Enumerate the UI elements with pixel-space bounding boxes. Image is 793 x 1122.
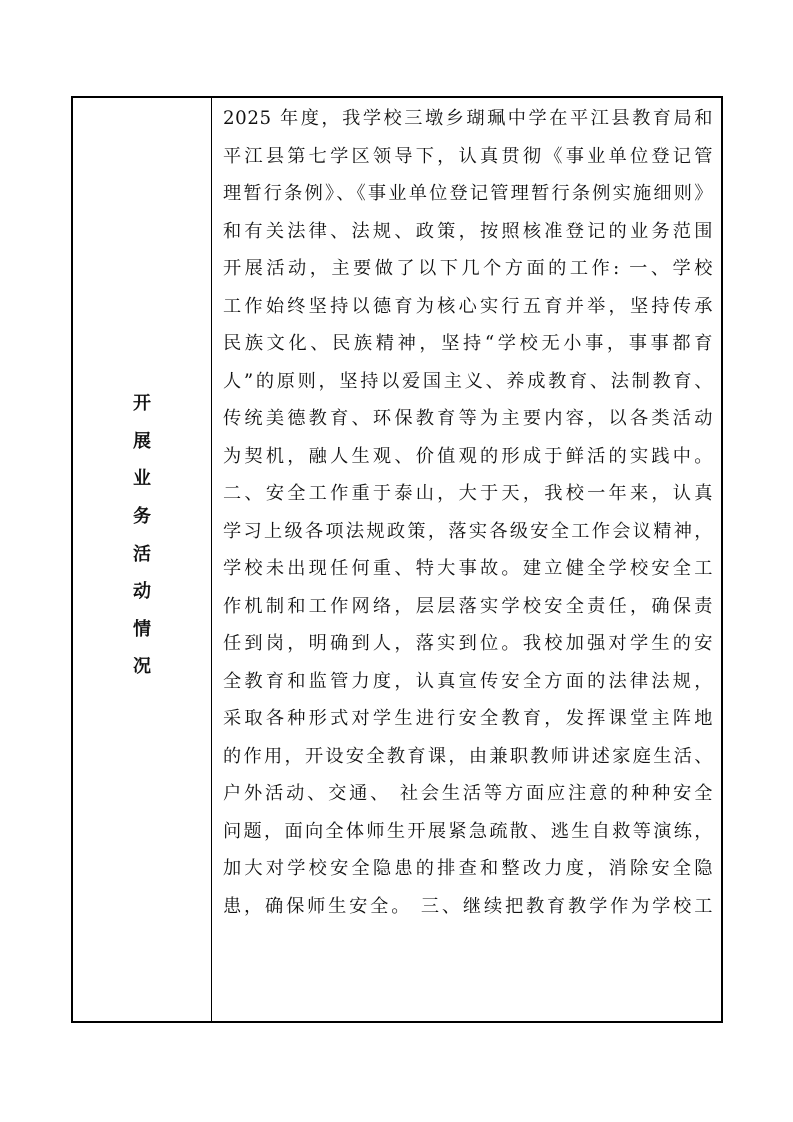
content-line: 患，确保师生安全。 三、继续把教育教学作为学校工 [223,895,713,917]
section-label-char: 情 [133,618,151,640]
content-line: 2025 年度，我学校三墩乡瑚珮中学在平江县教育局和 [223,108,713,129]
content-line: 民族文化、民族精神，坚持“学校无小事，事事都育 [223,333,713,354]
section-label-char: 展 [133,430,151,452]
section-content-cell [212,98,721,1021]
section-label-char: 活 [133,543,151,565]
content-line: 理暂行条例》、《事业单位登记管理暂行条例实施细则》 [223,183,713,204]
content-line: 工作始终坚持以德育为核心实行五育并举，坚持传承 [223,295,713,317]
content-line: 作机制和工作网络，层层落实学校安全责任，确保责 [223,595,713,617]
content-line: 为契机，融人生观、价值观的形成于鲜活的实践中。 [223,445,713,467]
section-label-cell [73,98,212,1021]
content-line: 全教育和监管力度，认真宣传安全方面的法律法规， [223,670,713,692]
content-line: 传统美德教育、环保教育等为主要内容，以各类活动 [223,408,713,429]
content-line: 学习上级各项法规政策，落实各级安全工作会议精神， [223,520,713,542]
content-line: 户外活动、交通、 社会生活等方面应注意的种种安全 [223,783,713,804]
content-line: 人”的原则，坚持以爱国主义、养成教育、法制教育、 [223,370,713,392]
activity-table [71,96,723,1023]
section-label-char: 开 [133,393,151,415]
content-line: 加大对学校安全隐患的排查和整改力度，消除安全隐 [223,858,713,879]
content-line: 开展活动，主要做了以下几个方面的工作: 一、学校 [223,258,713,279]
section-label-char: 动 [133,581,151,603]
section-label-char: 业 [133,468,151,490]
content-line: 和有关法律、法规、政策，按照核准登记的业务范围 [223,220,713,242]
content-line: 问题，面向全体师生开展紧急疏散、逃生自救等演练， [223,820,713,842]
content-line: 学校未出现任何重、特大事故。建立健全学校安全工 [223,558,713,579]
section-label-char: 务 [133,505,151,527]
content-line: 的作用，开设安全教育课，由兼职教师讲述家庭生活、 [223,745,713,767]
content-line: 二、安全工作重于泰山，大于天，我校一年来，认真 [223,483,713,504]
content-line: 采取各种形式对学生进行安全教育，发挥课堂主阵地 [223,708,713,729]
content-line: 任到岗，明确到人，落实到位。我校加强对学生的安 [223,633,713,654]
section-label-char: 况 [133,656,151,678]
content-line: 平江县第七学区领导下，认真贯彻《事业单位登记管 [223,145,713,167]
